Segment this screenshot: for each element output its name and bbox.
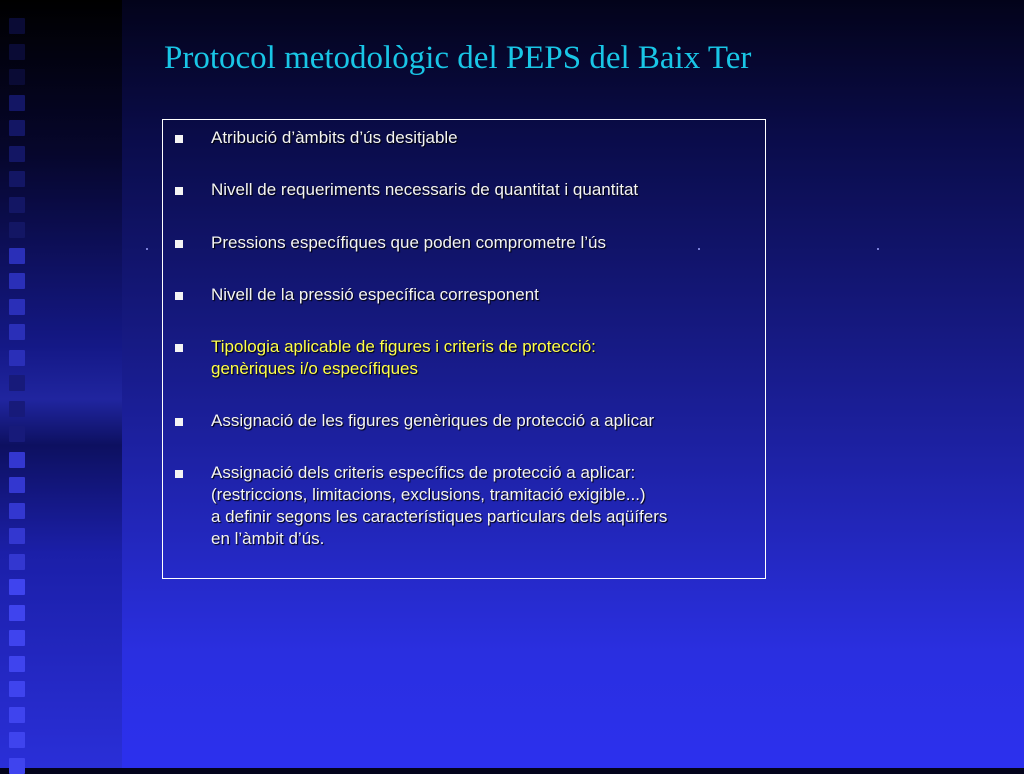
bullet-text-highlighted: Tipologia aplicable de figures i criteris de protecció: genèriques i/o específiques	[211, 337, 596, 378]
bullet-text: Atribució d’àmbits d’ús desitjable	[211, 128, 458, 147]
decorative-square	[9, 95, 25, 111]
slide-title: Protocol metodològic del PEPS del Baix Ter	[164, 40, 752, 76]
decorative-square	[9, 248, 25, 264]
square-bullet-icon	[175, 418, 183, 426]
square-bullet-icon	[175, 135, 183, 143]
bullet-text: Assignació dels criteris específics de protecció a aplicar: (restriccions, limitacions, exclusions, tramitació exigible...) a definir segons les característiques particulars dels aqüífers en l’àmbit d’ús.	[211, 463, 668, 548]
left-decorative-strip	[0, 0, 122, 768]
decorative-square	[9, 707, 25, 723]
decorative-dot	[877, 248, 879, 250]
decorative-square	[9, 477, 25, 493]
decorative-square	[9, 197, 25, 213]
decorative-square	[9, 656, 25, 672]
bullet-text: Assignació de les figures genèriques de protecció a aplicar	[211, 411, 655, 430]
content-box	[162, 119, 766, 579]
decorative-square	[9, 503, 25, 519]
square-bullet-icon	[175, 240, 183, 248]
decorative-square	[9, 452, 25, 468]
decorative-square	[9, 350, 25, 366]
decorative-square	[9, 375, 25, 391]
decorative-square	[9, 44, 25, 60]
decorative-square	[9, 579, 25, 595]
decorative-square	[9, 222, 25, 238]
decorative-square-column	[6, 0, 28, 768]
decorative-square	[9, 324, 25, 340]
decorative-square	[9, 273, 25, 289]
decorative-dot	[698, 248, 700, 250]
square-bullet-icon	[175, 470, 183, 478]
decorative-square	[9, 528, 25, 544]
decorative-square	[9, 732, 25, 748]
square-bullet-icon	[175, 292, 183, 300]
decorative-square	[9, 554, 25, 570]
decorative-square	[9, 69, 25, 85]
bullet-text: Nivell de la pressió específica corresponent	[211, 285, 539, 304]
bullet-text: Nivell de requeriments necessaris de quantitat i quantitat	[211, 180, 639, 199]
decorative-square	[9, 630, 25, 646]
decorative-square	[9, 605, 25, 621]
decorative-square	[9, 171, 25, 187]
decorative-dot	[146, 248, 148, 250]
bullet-text: Pressions específiques que poden comprometre l’ús	[211, 233, 606, 252]
decorative-square	[9, 401, 25, 417]
decorative-square	[9, 681, 25, 697]
decorative-square	[9, 758, 25, 774]
decorative-square	[9, 120, 25, 136]
decorative-square	[9, 146, 25, 162]
decorative-square	[9, 426, 25, 442]
decorative-square	[9, 18, 25, 34]
square-bullet-icon	[175, 344, 183, 352]
square-bullet-icon	[175, 187, 183, 195]
decorative-square	[9, 299, 25, 315]
